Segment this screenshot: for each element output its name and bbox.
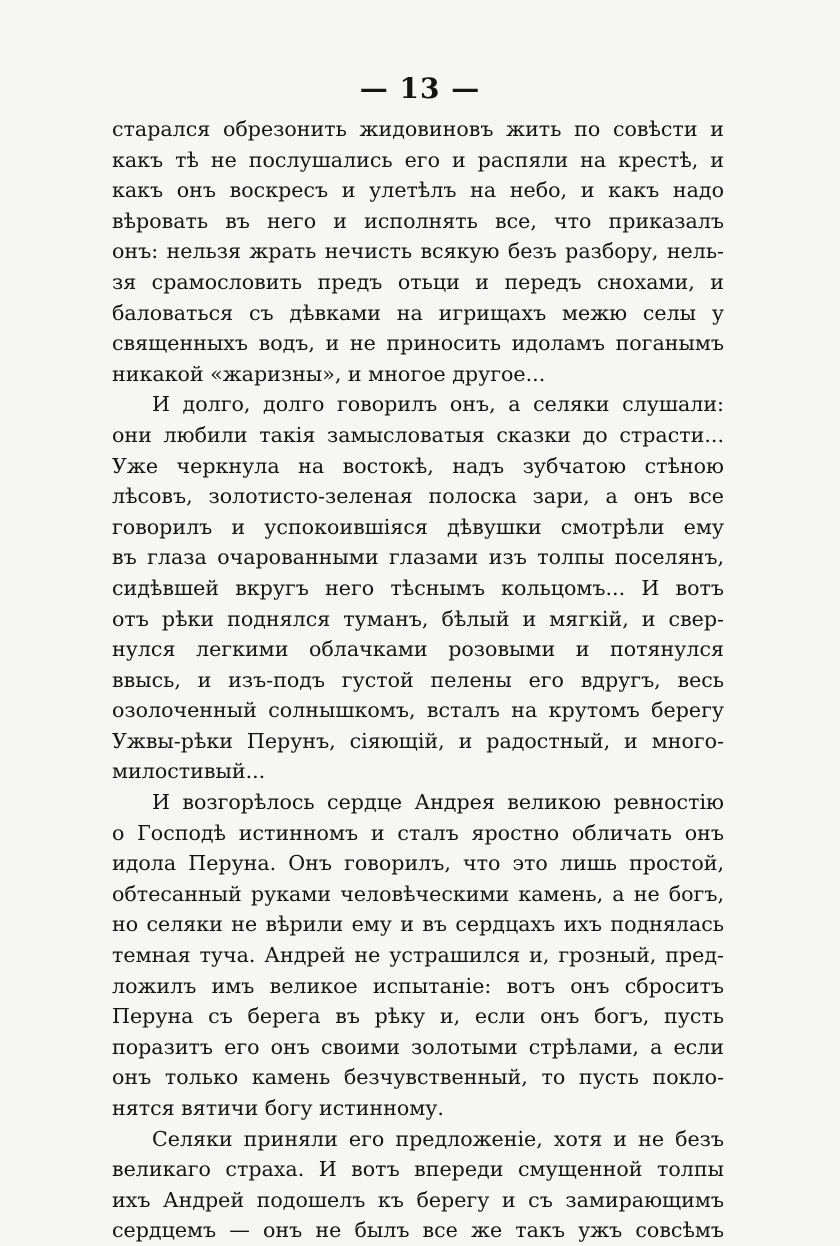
text-line: они любили такія замысловатыя сказки до страсти...: [112, 422, 724, 447]
text-line: великаго страха. И вотъ впереди смущенной толпы: [112, 1157, 724, 1182]
text-line: сидѣвшей вкругъ него тѣснымъ кольцомъ... И вотъ: [112, 575, 724, 600]
text-line: ввысь, и изъ-подъ густой пелены его вдругъ, весь: [112, 667, 724, 692]
text-line: обтесанный руками человѣческими камень, а не богъ,: [112, 881, 724, 906]
text-line: вѣровать въ него и исполнять все, что приказалъ: [112, 208, 724, 233]
text-line: отъ рѣки поднялся туманъ, бѣлый и мягкій, и свер-: [112, 606, 724, 631]
text-line: лѣсовъ, золотисто-зеленая полоска зари, а онъ все: [112, 484, 724, 509]
text-line: Уже черкнула на востокѣ, надъ зубчатою стѣною: [112, 453, 724, 478]
text-line: И возгорѣлось сердце Андрея великою ревностію: [152, 790, 724, 815]
text-line: сердцемъ — онъ не былъ все же такъ ужъ совсѣмъ: [112, 1218, 724, 1243]
body-text: [112, 114, 724, 1246]
text-line: онъ: нельзя жрать нечисть всякую безъ разбору, нель-: [112, 239, 724, 264]
text-line: но селяки не вѣрили ему и въ сердцахъ ихъ поднялась: [112, 912, 724, 937]
text-line: онъ только камень безчувственный, то пусть покло-: [112, 1065, 724, 1090]
text-line: никакой «жаризны», и многое другое...: [112, 361, 546, 386]
text-line: милостивый...: [112, 759, 266, 784]
text-line: говорилъ и успокоившіяся дѣвушки смотрѣли ему: [112, 514, 724, 539]
text-line: ихъ Андрей подошелъ къ берегу и съ замирающимъ: [112, 1187, 724, 1212]
text-line: священныхъ водъ, и не приносить идоламъ поганымъ: [112, 331, 724, 356]
text-line: какъ тѣ не послушались его и распяли на крестѣ, и: [112, 147, 724, 172]
text-line: Ужвы-рѣки Перунъ, сіяющій, и радостный, и много-: [112, 728, 724, 753]
text-line: зя срамословить предъ отьци и передъ снохами, и: [112, 269, 724, 294]
text-line: нятся вятичи богу истинному.: [112, 1096, 444, 1120]
text-line: въ глаза очарованными глазами изъ толпы поселянъ,: [112, 545, 724, 570]
text-line: поразитъ его онъ своими золотыми стрѣлами, а если: [112, 1034, 724, 1059]
text-line: баловаться съ дѣвками на игрищахъ межю селы у: [112, 300, 724, 325]
text-line: темная туча. Андрей не устрашился и, грозный, пред-: [112, 943, 724, 968]
text-line: Перуна съ берега въ рѣку и, если онъ богъ, пусть: [112, 1004, 724, 1029]
page-number: — 13 —: [359, 72, 481, 105]
text-line: о Господѣ истинномъ и сталъ яростно обличать онъ: [112, 820, 724, 845]
text-line: идола Перуна. Онъ говорилъ, что это лишь простой,: [112, 851, 724, 876]
text-line: нулся легкими облачками розовыми и потянулся: [112, 637, 724, 662]
text-line: Селяки приняли его предложеніе, хотя и не безъ: [152, 1126, 724, 1151]
text-line: какъ онъ воскресъ и улетѣлъ на небо, и какъ надо: [112, 178, 724, 203]
text-line: И долго, долго говорилъ онъ, а селяки слушали:: [152, 392, 724, 417]
text-line: старался обрезонить жидовиновъ жить по совѣсти и: [112, 117, 724, 141]
text-line: озолоченный солнышкомъ, всталъ на крутомъ берегу: [112, 698, 724, 723]
text-line: ложилъ имъ великое испытаніе: вотъ онъ сброситъ: [112, 973, 724, 998]
